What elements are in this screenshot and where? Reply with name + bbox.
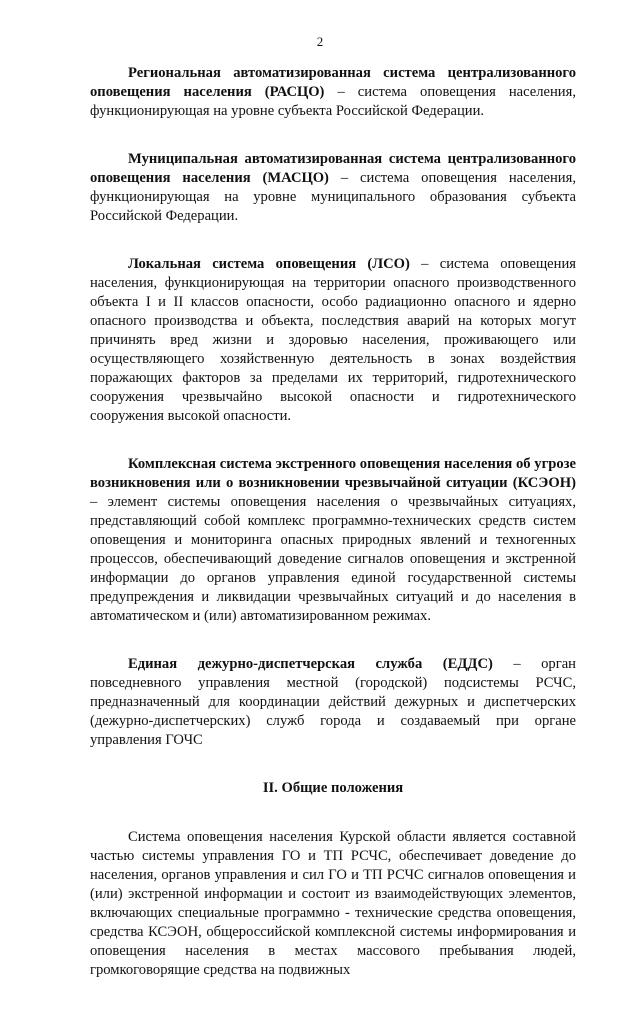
definition-text: – орган повседневного управления местной (городской) подсистемы РСЧС, предназначенный для координации действий дежурных и диспетчерских (дежурно-диспетчерских) служб города и создаваемый при органе управления ГОЧС [90, 656, 576, 748]
definition-term: Локальная система оповещения (ЛСО) [128, 256, 410, 272]
definition-lso [90, 255, 576, 426]
definition-term: Муниципальная автоматизированная система централизованного оповещения населения (МАСЦО) [90, 151, 576, 186]
section-paragraph: Система оповещения населения Курской области является составной частью системы управления ГО и ТП РСЧС, обеспечивает доведение до населения, органов управления и сил ГО и ТП РСЧС сигналов оповещения и (или) экстренной информации и состоит из взаимодействующих элементов, включающих специальные программно - технические средства оповещения, средства КСЭОН, общероссийской комплексной системы информирования и оповещения населения в местах массового пребывания людей, громкоговорящие средства на подвижных [90, 829, 576, 978]
page-number: 2 [316, 34, 324, 49]
definition-rasco [90, 64, 576, 121]
definition-masco [90, 150, 576, 226]
definition-text: – система оповещения населения, функционирующая на территории опасного производственного объекта I и II классов опасности, особо радиационно опасного и ядерно опасного производства и объекта, последствия аварий на которых могут причинять вред жизни и здоровью населения, проживающего или осуществляющего хозяйственную деятельность в зонах воздействия поражающих факторов за пределами их территорий, гидротехнического сооружения чрезвычайно высокой опасности и гидротехнического сооружения высокой опасности. [90, 256, 576, 424]
definition-kseon [90, 455, 576, 626]
section-heading: II. Общие положения [262, 780, 404, 796]
definition-term: Единая дежурно-диспетчерская служба (ЕДДС) [128, 656, 493, 672]
definition-edds [90, 655, 576, 750]
definition-text: – система оповещения населения, функционирующая на уровне субъекта Российской Федерации. [90, 84, 576, 119]
definition-text: – система оповещения населения, функционирующая на уровне муниципального образования субъекта Российской Федерации. [90, 170, 576, 224]
definition-text: – элемент системы оповещения населения о чрезвычайных ситуациях, представляющий собой комплекс программно-технических средств систем оповещения и мониторинга опасных природных явлений и техногенных процессов, обеспечивающий доведение сигналов оповещения и экстренной информации до органов управления единой государственной системы предупреждения и ликвидации чрезвычайных ситуаций и до населения в автоматическом и (или) автоматизированном режимах. [90, 494, 576, 624]
definition-term: Региональная автоматизированная система централизованного оповещения населения (РАСЦО) [90, 65, 576, 100]
document-body [90, 64, 576, 1009]
definition-term: Комплексная система экстренного оповещения населения об угрозе возникновения или о возникновении чрезвычайной ситуации (КСЭОН) [90, 456, 576, 491]
